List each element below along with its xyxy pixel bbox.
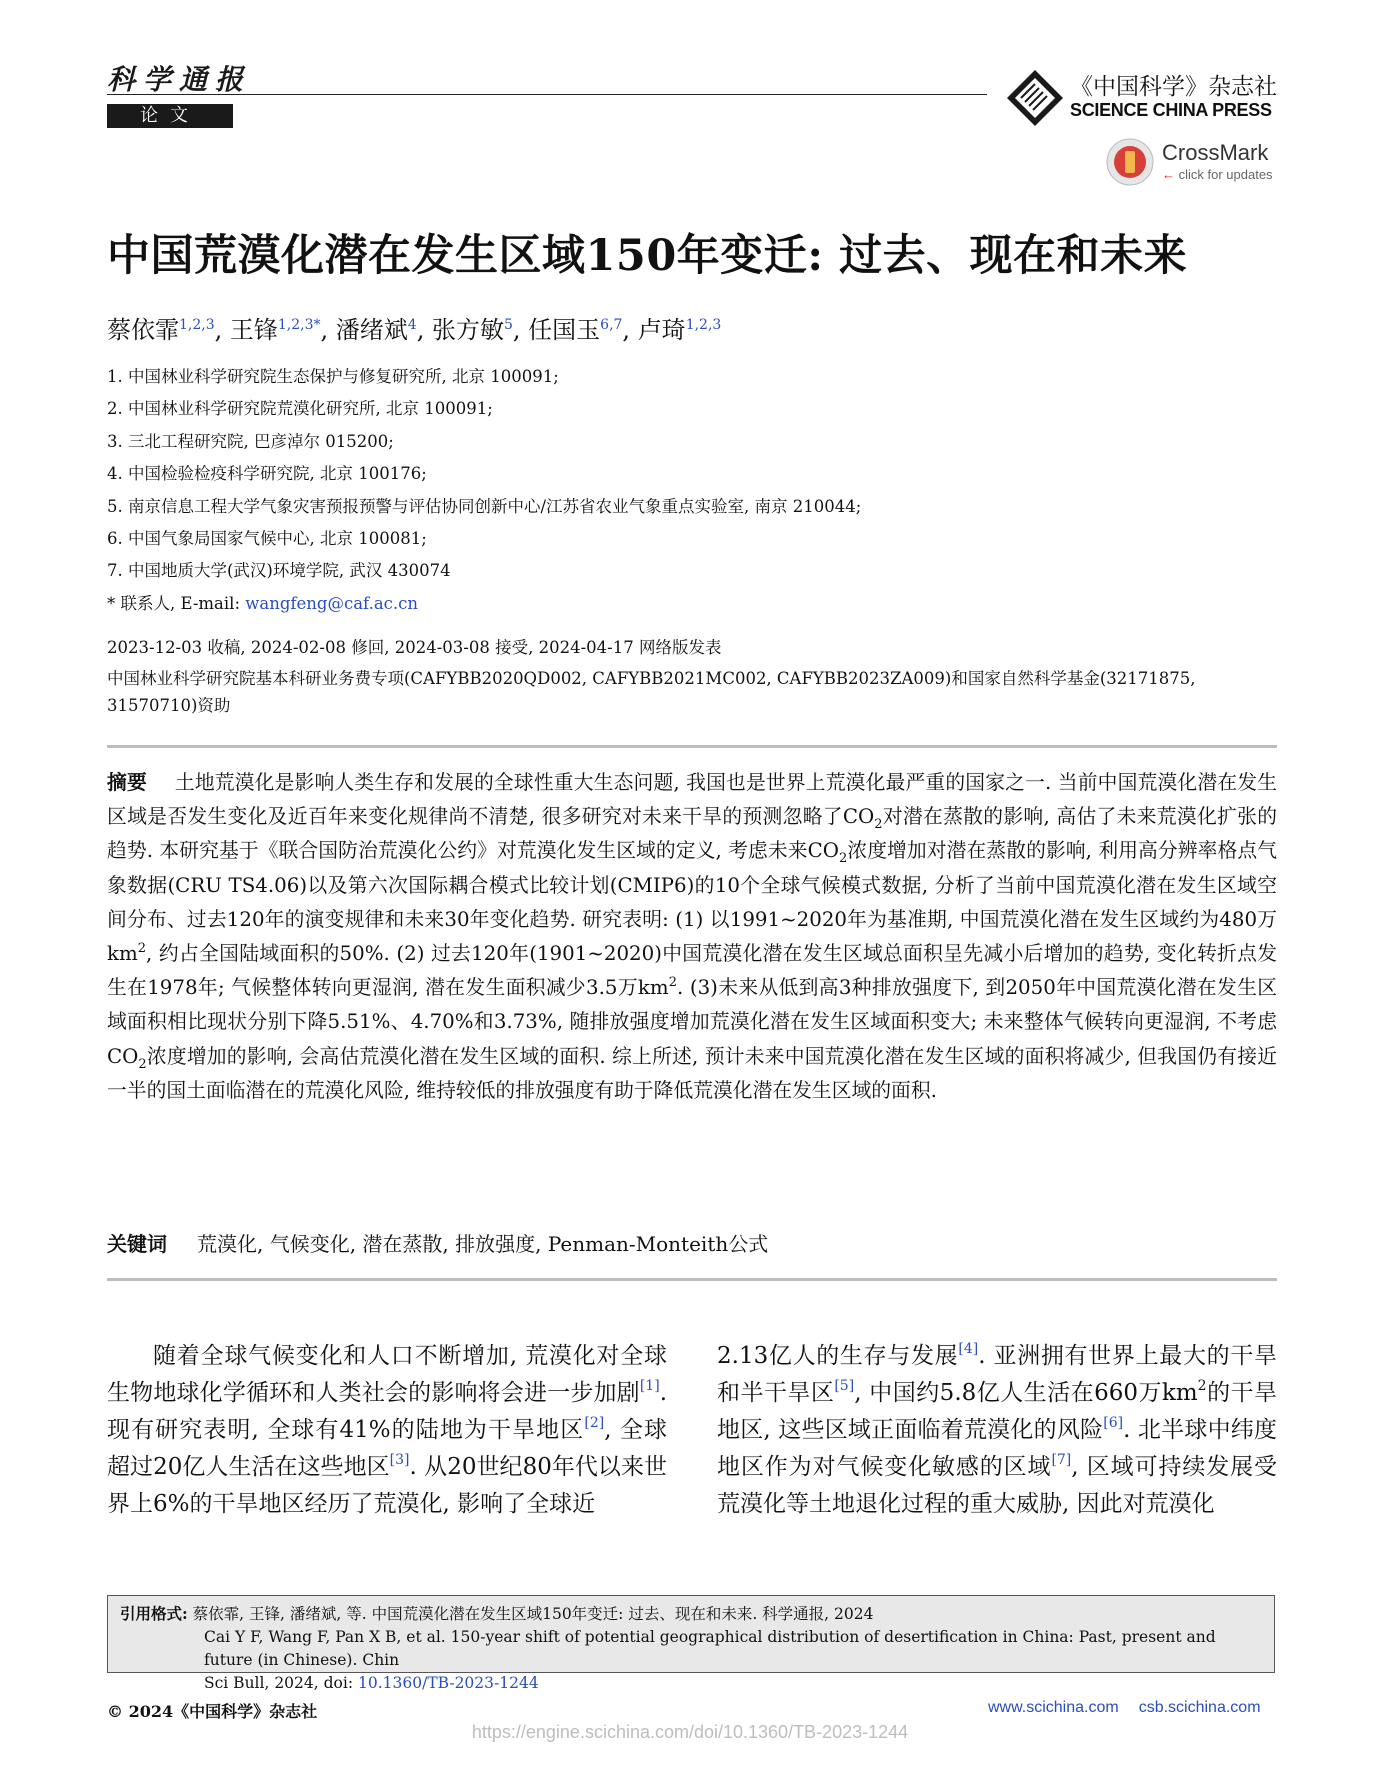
affiliation-item: 1. 中国林业科学研究院生态保护与修复研究所, 北京 100091; <box>107 367 559 386</box>
citation-ref[interactable]: [1] <box>639 1378 660 1394</box>
citation-ref[interactable]: [5] <box>834 1378 855 1394</box>
citation-box: 引用格式: 蔡依霏, 王锋, 潘绪斌, 等. 中国荒漠化潜在发生区域150年变迁: 过去、现在和未来. 科学通报, 2024 Cai Y F, Wang F, Pan X B, et al. 150-year shift of potential geographical distribution of desertification in China: Past, present and future (in Chinese). Chin Sci Bull, 2024, doi: 10.1360/TB-2023-1244 <box>107 1595 1275 1673</box>
citation-ref[interactable]: [3] <box>389 1452 410 1468</box>
body-column-left: 随着全球气候变化和人口不断增加, 荒漠化对全球生物地球化学循环和人类社会的影响将会进一步加剧[1]. 现有研究表明, 全球有41%的陆地为干旱地区[2], 全球超过20亿人生活在这些地区[3]. 从20世纪80年代以来世界上6%的干旱地区经历了荒漠化, 影响了全球近 <box>107 1343 667 1517</box>
citation-ref[interactable]: [2] <box>584 1415 605 1431</box>
publisher-name-cn: 《中国科学》杂志社 <box>1070 74 1277 100</box>
author-affiliation-ref[interactable]: 1,2,3 <box>685 317 722 333</box>
author-name: 蔡依霏 <box>107 316 179 344</box>
author-name: 王锋 <box>229 316 278 344</box>
history-dates: 2023-12-03 收稿, 2024-02-08 修回, 2024-03-08 接受, 2024-04-17 网络版发表 <box>107 638 722 657</box>
header-rule <box>107 94 987 95</box>
citation-ref[interactable]: [6] <box>1103 1415 1124 1431</box>
author-name: 任国玉 <box>528 316 601 344</box>
contact-line: * 联系人, E-mail: wangfeng@caf.ac.cn <box>107 593 419 613</box>
author-name: 潘绪斌 <box>335 316 408 344</box>
abstract: 摘要 土地荒漠化是影响人类生存和发展的全球性重大生态问题, 我国也是世界上荒漠化最严重的国家之一. 当前中国荒漠化潜在发生区域是否发生变化及近百年来变化规律尚不清楚, 很多研究对未来干旱的预测忽略了$CO_2$对潜在蒸散的影响, 高估了未来荒漠化扩张的趋势. 本研究基于《联合国防治荒漠化公约》对荒漠化发生区域的定义, 考虑未来$CO_2$浓度增加对潜在蒸散的影响, 利用高分辨率格点气象数据(CRU TS4.06)以及第六次国际耦合模式比较计划(CMIP6)的10个全球气候模式数据, 分析了当前中国荒漠化潜在发生区域空间分布、过去120年的演变规律和未来30年变化趋势. 研究表明: (1) 以1991~2020年为基准期, 中国荒漠化潜在发生区域约为480万$km^2$, 约占全国陆域面积的50%. (2) 过去120年(1901~2020)中国荒漠化潜在发生区域总面积呈先减小后增加的趋势, 变化转折点发生在1978年; 气候整体转向更湿润, 潜在发生面积减少3.5万$km^2$. (3)未来从低到高3种排放强度下, 到2050年中国荒漠化潜在发生区域面积相比现状分别下降5.51%、4.70%和3.73%, 随排放强度增加荒漠化潜在发生区域面积变大; 未来整体气候转向更湿润, 不考虑$CO_2$浓度增加的影响, 会高估荒漠化潜在发生区域的面积. 综上所述, 预计未来中国荒漠化潜在发生区域的面积将减少, 但我国仍有接近一半的国土面临潜在的荒漠化风险, 维持较低的排放强度有助于降低荒漠化潜在发生区域的面积. <box>107 770 1278 1102</box>
doi-link[interactable]: 10.1360/TB-2023-1244 <box>358 1674 539 1692</box>
citation-ref[interactable]: [4] <box>958 1341 979 1357</box>
affiliation-item: 2. 中国林业科学研究院荒漠化研究所, 北京 100091; <box>107 399 493 419</box>
author-list: 蔡依霏$^{1,2,3}$, 王锋$^{1,2,3*}$, 潘绪斌$^4$, 张方敏$^5$, 任国玉$^{6,7}$, 卢琦$^{1,2,3}$ <box>107 316 722 344</box>
funding-note: 中国林业科学研究院基本科研业务费专项(CAFYBB2020QD002, CAFYBB2021MC002, CAFYBB2023ZA009)和国家自然科学基金(32171875, 31570710)资助 <box>107 669 1196 715</box>
footer-link-scichina[interactable]: www.scichina.com <box>988 1699 1119 1716</box>
publisher-logo-icon <box>1005 68 1065 128</box>
paper-title: 中国荒漠化潜在发生区域150年变迁: 过去、现在和未来 <box>107 231 1188 281</box>
publisher-name-en: SCIENCE CHINA PRESS <box>1070 100 1272 120</box>
author-name: 卢琦 <box>637 316 686 344</box>
crossmark-title[interactable]: CrossMark <box>1162 140 1269 165</box>
author-affiliation-ref[interactable]: 5 <box>503 317 513 333</box>
footer-link-csb[interactable]: csb.scichina.com <box>1138 1699 1261 1716</box>
copyright: © 2024《中国科学》杂志社 <box>107 1702 318 1721</box>
doi-url-watermark: https://engine.scichina.com/doi/10.1360/TB-2023-1244 <box>471 1722 909 1742</box>
citation-label: 引用格式: <box>120 1604 188 1623</box>
journal-logo: 科学通报 <box>107 63 252 96</box>
crossmark-subtitle[interactable]: ← click for updates <box>1162 167 1273 182</box>
section-tag: 论文 <box>107 104 233 128</box>
abstract-label: 摘要 <box>107 770 147 794</box>
keywords-text: 荒漠化, 气候变化, 潜在蒸散, 排放强度, Penman-Monteith公式 <box>197 1232 769 1256</box>
author-affiliation-ref[interactable]: 1,2,3* <box>277 317 321 333</box>
section-divider <box>107 1278 1277 1281</box>
arrow-left-icon: ← <box>1162 167 1175 182</box>
affiliation-item: 6. 中国气象局国家气候中心, 北京 100081; <box>107 529 427 549</box>
author-name: 张方敏 <box>431 316 504 344</box>
affiliation-item: 7. 中国地质大学(武汉)环境学院, 武汉 430074 <box>107 561 451 581</box>
section-divider <box>107 745 1277 748</box>
keywords-label: 关键词 <box>107 1232 167 1256</box>
author-affiliation-ref[interactable]: 4 <box>407 317 417 333</box>
affiliation-list <box>107 361 861 620</box>
footer-links <box>988 1699 1261 1717</box>
author-affiliation-ref[interactable]: 1,2,3 <box>179 317 215 333</box>
keywords <box>107 1228 768 1257</box>
affiliation-item: 3. 三北工程研究院, 巴彦淖尔 015200; <box>107 431 394 451</box>
email-link[interactable]: wangfeng@caf.ac.cn <box>245 593 419 613</box>
affiliation-item: 5. 南京信息工程大学气象灾害预报预警与评估协同创新中心/江苏省农业气象重点实验室, 南京 210044; <box>107 496 862 516</box>
body-column-right: 2.13亿人的生存与发展[4]. 亚洲拥有世界上最大的干旱和半干旱区[5], 中国约5.8亿人生活在660万$km^2$的干旱地区, 这些区域正面临着荒漠化的风险[6]. 北半球中纬度地区作为对气候变化敏感的区域[7], 区域可持续发展受荒漠化等土地退化过程的重大威胁, 因此对荒漠化 <box>717 1341 1278 1517</box>
affiliation-item: 4. 中国检验检疫科学研究院, 北京 100176; <box>107 464 427 484</box>
author-affiliation-ref[interactable]: 6,7 <box>600 317 623 333</box>
citation-ref[interactable]: [7] <box>1051 1452 1072 1468</box>
crossmark-icon[interactable] <box>1105 137 1155 187</box>
